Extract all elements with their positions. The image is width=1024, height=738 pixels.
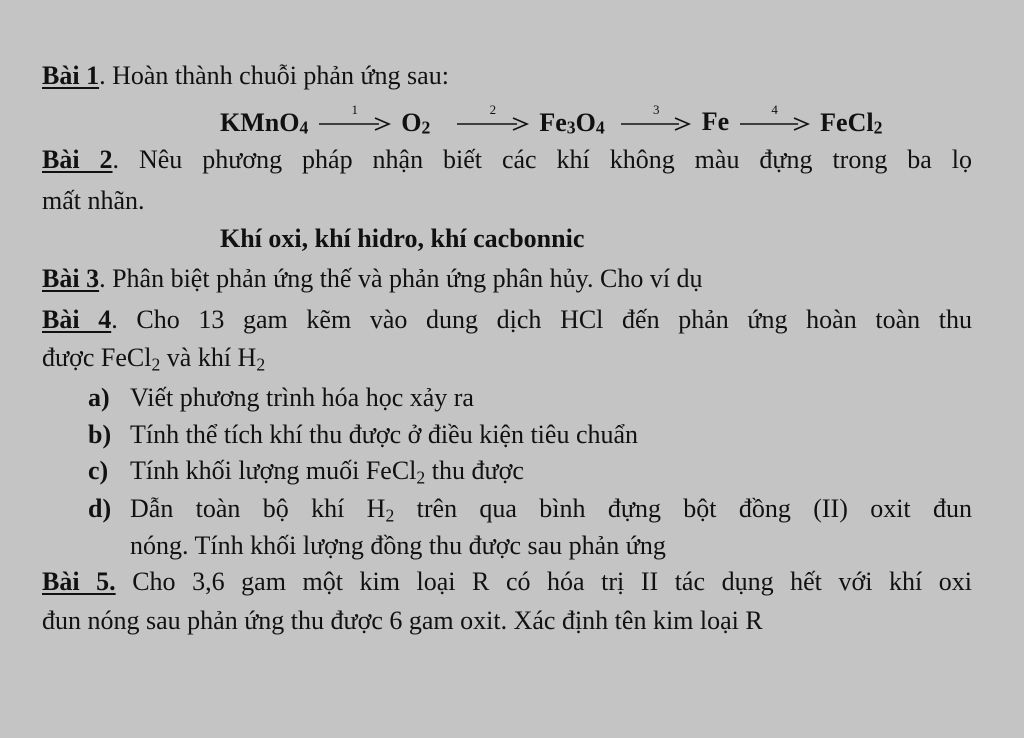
item-text: Dẫn toàn bộ khí $H_2$ trên qua bình đựng bột đồng (II) oxit đun	[130, 494, 972, 526]
bai3-text: . Phân biệt phản ứng thế và phản ứng phân hủy. Cho ví dụ	[99, 264, 703, 293]
reaction-chain	[220, 102, 882, 141]
bai1-label: Bài 1	[42, 61, 100, 90]
bai5-line2: đun nóng sau phản ứng thu được 6 gam oxit. Xác định tên kim loại R	[42, 606, 763, 635]
bai2-line2: mất nhãn.	[42, 186, 145, 215]
bai4-line1	[42, 302, 972, 338]
bai5-line1	[42, 564, 972, 600]
bai4-item-d	[88, 491, 972, 527]
bai3-line	[42, 261, 972, 297]
bai5-text-1: Cho 3,6 gam một kim loại R có hóa trị II tác dụng hết với khí oxi	[115, 567, 972, 596]
chain-arrow-3	[619, 102, 693, 132]
item-marker: c)	[88, 456, 109, 485]
chain-fecl2: FeCl$_2$	[820, 108, 883, 138]
bai5-label: Bài 5.	[42, 567, 116, 596]
bai2-line1	[42, 142, 972, 178]
bai4-item-a	[88, 380, 972, 416]
item-text: Viết phương trình hóa học xảy ra	[130, 383, 474, 412]
arrow-number-2: 2	[489, 102, 497, 118]
chain-fe3o4: $Fe_3O_4$	[539, 108, 605, 138]
bai4-item-b	[88, 417, 972, 453]
bai1-line	[42, 58, 972, 94]
bai1-text: . Hoàn thành chuỗi phản ứng sau:	[99, 61, 449, 90]
bai4-item-c	[88, 453, 972, 489]
item-marker: a)	[88, 383, 110, 412]
item-text: Tính thể tích khí thu được ở điều kiện tiêu chuẩn	[130, 420, 639, 449]
chain-kmno4: KMnO$_4$	[220, 108, 309, 138]
chain-fe: Fe	[701, 107, 730, 137]
bai4-line2: được FeCl$_2$ và khí $H_2$	[42, 343, 266, 375]
bai3-label: Bài 3	[42, 264, 100, 293]
bai4-text-1: . Cho 13 gam kẽm vào dung dịch HCl đến phản ứng hoàn toàn thu	[111, 305, 972, 334]
bai2-label: Bài 2	[42, 145, 113, 174]
item-marker: d)	[88, 494, 112, 523]
bai2-text-1: . Nêu phương pháp nhận biết các khí không màu đựng trong ba lọ	[112, 145, 972, 174]
arrow-number-3: 3	[652, 102, 660, 118]
bai4-item-d-continued: nóng. Tính khối lượng đồng thu được sau phản ứng	[130, 531, 666, 560]
chain-arrow-1	[317, 102, 393, 132]
bai4-label: Bài 4	[42, 305, 112, 334]
chain-o2: $O_2$	[401, 108, 431, 138]
bai2-gases: Khí oxi, khí hidro, khí cacbonnic	[220, 224, 585, 253]
arrow-number-1: 1	[351, 102, 359, 118]
item-marker: b)	[88, 420, 112, 449]
chain-arrow-2	[455, 102, 531, 132]
chain-arrow-4	[738, 102, 812, 132]
item-text: Tính khối lượng muối FeCl$_2$ thu được	[130, 456, 524, 488]
arrow-number-4: 4	[771, 102, 778, 118]
